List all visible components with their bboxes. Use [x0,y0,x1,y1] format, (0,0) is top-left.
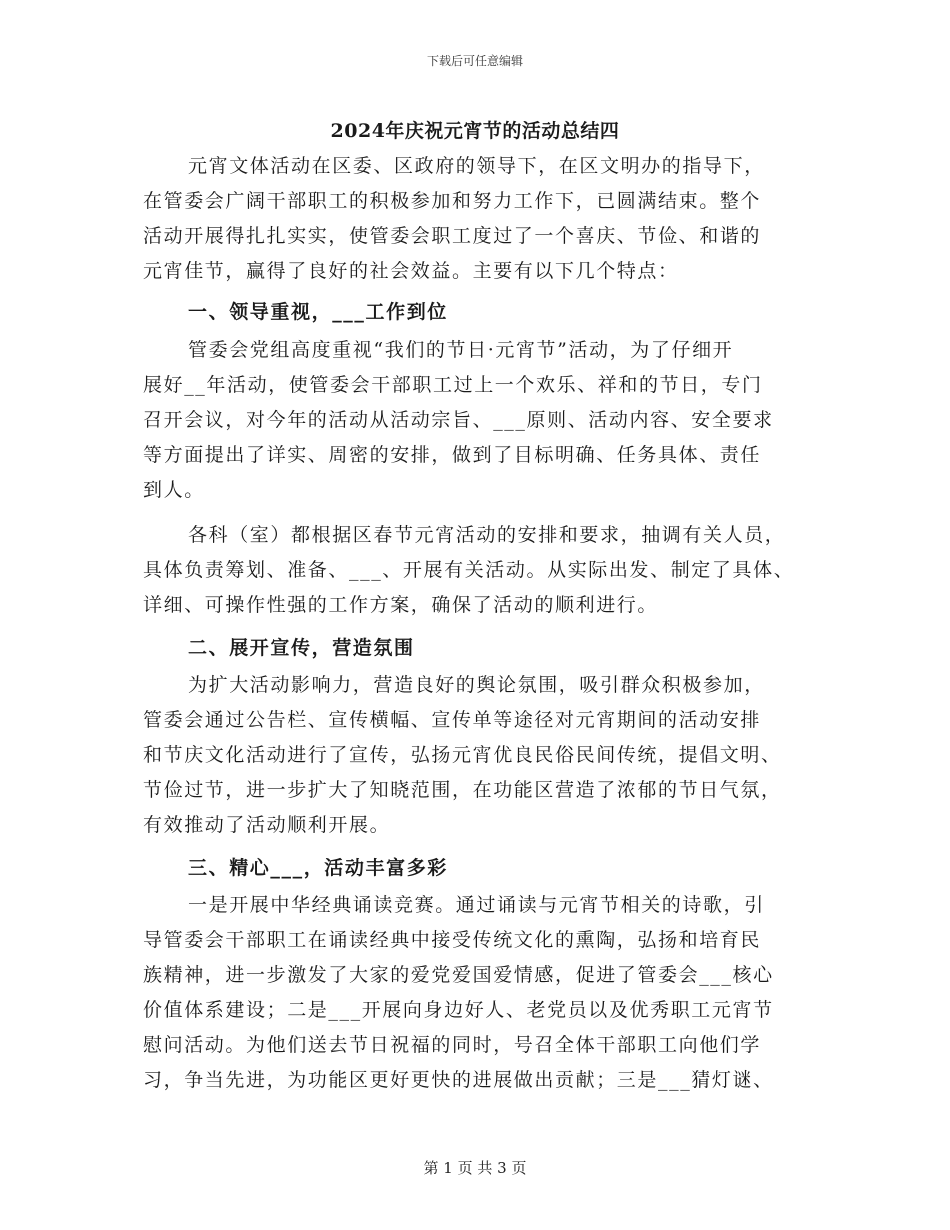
paragraph-line: 管委会通过公告栏、宣传横幅、宣传单等途径对元宵期间的活动安排 [143,709,762,731]
paragraph-line: 具体负责筹划、准备、___、开展有关活动。从实际出发、制定了具体、 [143,559,795,581]
paragraph-line: 各科（室）都根据区春节元宵活动的安排和要求，抽调有关人员， [188,524,786,546]
paragraph-line: 为扩大活动影响力，营造良好的舆论氛围，吸引群众积极参加， [188,674,765,696]
paragraph-line: 习，争当先进，为功能区更好更快的进展做出贡献；三是___猜灯谜、 [143,1069,774,1091]
paragraph-line: 有效推动了活动顺利开展。 [143,814,391,836]
paragraph-line: 和节庆文化活动进行了宣传，弘扬元宵优良民俗民间传统，提倡文明、 [143,744,782,766]
header-note: 下载后可任意编辑 [426,54,523,68]
paragraph-line: 价值体系建设；二是___开展向身边好人、老党员以及优秀职工元宵节 [143,999,774,1021]
paragraph-line: 一是开展中华经典诵读竞赛。通过诵读与元宵节相关的诗歌，引 [188,894,765,916]
paragraph-line: 元宵文体活动在区委、区政府的领导下，在区文明办的指导下， [188,155,765,177]
paragraph-line: 族精神，进一步激发了大家的爱党爱国爱情感，促进了管委会___核心 [143,964,774,986]
paragraph-line: 详细、可操作性强的工作方案，确保了活动的顺利进行。 [143,594,659,616]
paragraph-line: 管委会党组高度重视“我们的节日·元宵节”活动，为了仔细开 [188,339,734,361]
section-heading: 三、精心___，活动丰富多彩 [188,857,448,879]
paragraph-line: 在管委会广阔干部职工的积极参加和努力工作下，已圆满结束。整个 [143,190,762,212]
paragraph-line: 等方面提出了详实、周密的安排，做到了目标明确、任务具体、责任 [143,444,762,466]
paragraph-line: 导管委会干部职工在诵读经典中接受传统文化的熏陶，弘扬和培育民 [143,929,762,951]
paragraph-line: 到人。 [143,479,205,501]
paragraph-line: 活动开展得扎扎实实，使管委会职工度过了一个喜庆、节俭、和谐的 [143,225,762,247]
paragraph-line: 召开会议，对今年的活动从活动宗旨、___原则、活动内容、安全要求 [143,409,774,431]
paragraph-line: 慰问活动。为他们送去节日祝福的同时，号召全体干部职工向他们学 [143,1034,762,1056]
paragraph-line: 节俭过节，进一步扩大了知晓范围，在功能区营造了浓郁的节日气氛， [143,779,782,801]
document-title: 2024年庆祝元宵节的活动总结四 [330,120,620,142]
paragraph-line: 展好__年活动，使管委会干部职工过上一个欢乐、祥和的节日，专门 [143,374,763,396]
page-footer: 第 1 页 共 3 页 [423,1159,527,1177]
section-heading: 一、领导重视，___工作到位 [188,301,448,323]
paragraph-line: 元宵佳节，赢得了良好的社会效益。主要有以下几个特点： [143,260,679,282]
section-heading: 二、展开宣传，营造氛围 [188,637,415,659]
